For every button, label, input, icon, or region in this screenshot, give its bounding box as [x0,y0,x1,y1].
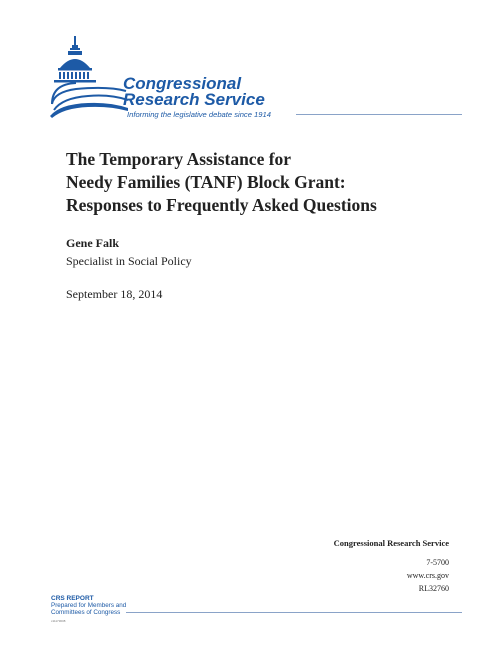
report-title [66,148,466,217]
title-line: Needy Families (TANF) Block Grant: [66,172,346,192]
title-line: The Temporary Assistance for [66,149,292,169]
contact-organization: Congressional Research Service [333,538,449,548]
crs-logo [48,28,298,128]
crs-report-footer [51,595,126,616]
title-line: Responses to Frequently Asked Questions [66,195,377,215]
capitol-dome-icon [48,28,128,118]
footer-label: CRS REPORT [51,595,94,602]
logo-name-line2: Research Service [123,90,265,109]
logo-tagline: Informing the legislative debate since 1914 [127,110,271,119]
contact-website[interactable]: www.crs.gov [406,571,449,580]
logo-name-line1: Congressional [123,74,242,93]
logo-name [123,76,265,108]
contact-block [334,537,449,595]
author-position: Specialist in Social Policy [66,254,192,268]
contact-phone: 7-5700 [426,558,449,567]
author-name: Gene Falk [66,236,119,250]
report-number: RL32760 [418,584,449,593]
report-date: September 18, 2014 [66,287,163,301]
footer-code: c11173008 [51,619,66,623]
footer-line2: Committees of Congress [51,609,121,616]
footer-rule [126,612,462,613]
footer-line1: Prepared for Members and [51,602,127,609]
tagline-rule [296,114,462,115]
